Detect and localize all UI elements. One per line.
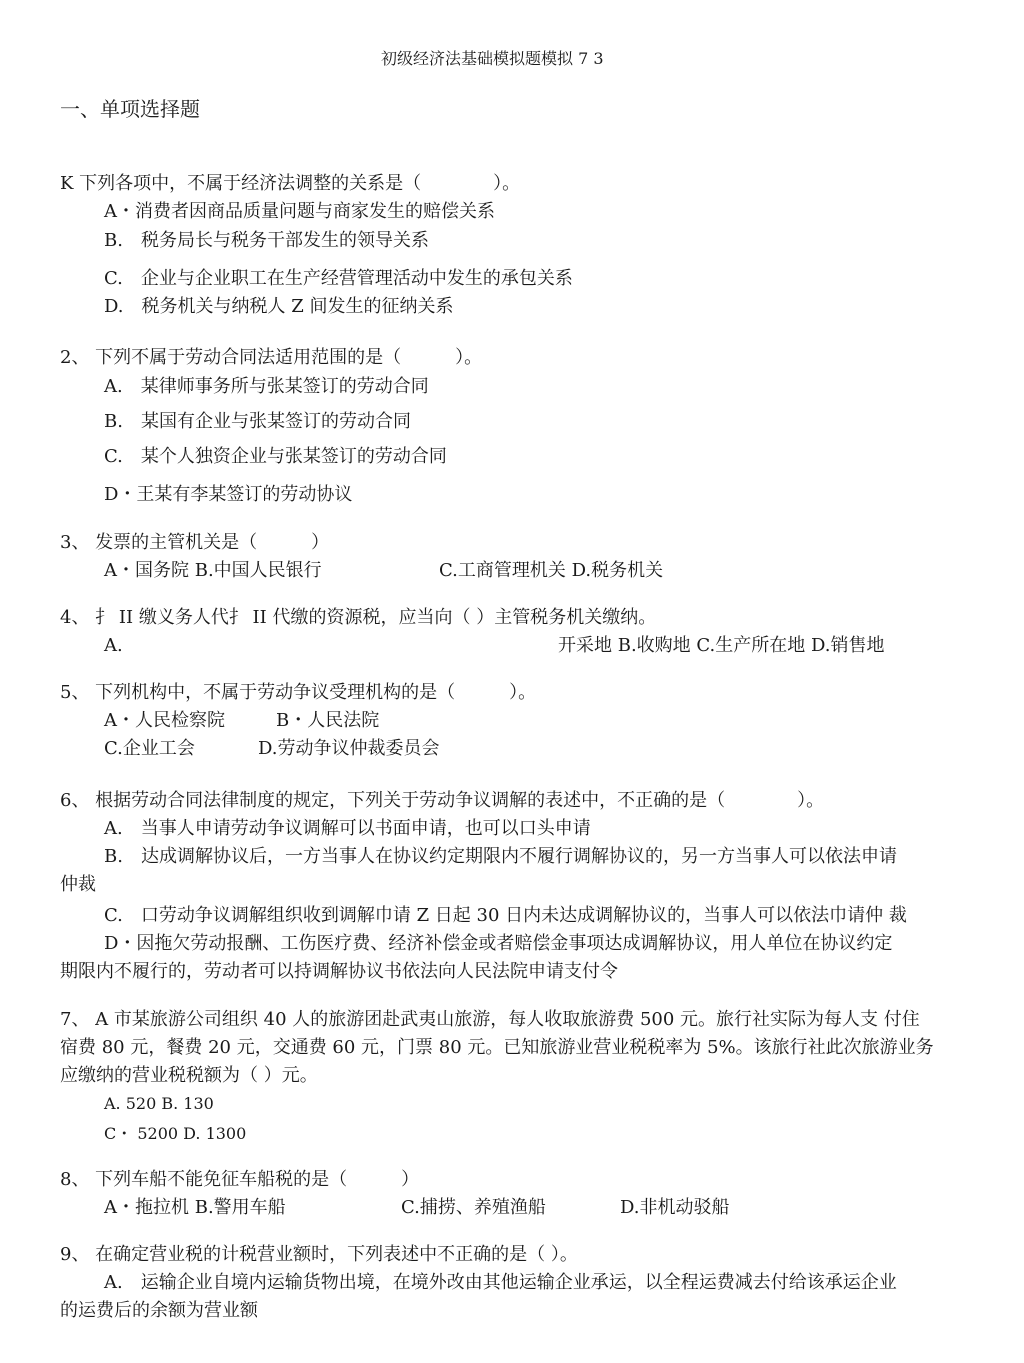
- q6-option-a: A. 当事人申请劳动争议调解可以书面申请，也可以口头申请: [104, 818, 591, 839]
- q6-option-b-line2: 仲裁: [60, 874, 96, 895]
- q8-option-d: D.非机动驳船: [620, 1197, 730, 1218]
- q2-option-d: D・王某有李某签订的劳动协议: [104, 484, 353, 505]
- q5-option-a: A・人民检察院: [104, 710, 225, 731]
- q6-stem: 6、 根据劳动合同法律制度的规定，下列关于劳动争议调解的表述中，不正确的是（ ）。: [60, 790, 825, 811]
- q8-stem: 8、 下列车船不能免征车船税的是（ ）: [60, 1169, 420, 1190]
- q1-option-a: A・消费者因商品质量问题与商家发生的赔偿关系: [104, 201, 495, 222]
- q9-option-a-line2: 的运费后的余额为营业额: [60, 1300, 258, 1321]
- q4-stem: 4、 扌 II 缴义务人代扌 II 代缴的资源税，应当向（ ）主管税务机关缴纳。: [60, 607, 657, 628]
- q2-stem: 2、 下列不属于劳动合同法适用范围的是（ ）。: [60, 347, 483, 368]
- q6-option-d-line2: 期限内不履行的，劳动者可以持调解协议书依法向人民法院申请支付令: [60, 961, 618, 982]
- q6-option-b-line1: B. 达成调解协议后，一方当事人在协议约定期限内不履行调解协议的，另一方当事人可以依法申请: [104, 846, 897, 867]
- q1-option-b: B. 税务局长与税务干部发生的领导关系: [104, 230, 429, 251]
- q6-option-c: C. 口劳动争议调解组织收到调解巾请 Z 日起 30 日内未达成调解协议的，当事人可以依法巾请仲 裁: [104, 905, 907, 926]
- section-heading: 一、单项选择题: [60, 97, 200, 121]
- q4-options-rest: 开采地 B.收购地 C.生产所在地 D.销售地: [558, 635, 885, 656]
- page-title: 初级经济法基础模拟题模拟 7 3: [381, 49, 604, 68]
- q9-stem: 9、 在确定营业税的计税营业额时，下列表述中不正确的是（ ）。: [60, 1244, 578, 1265]
- q1-option-c: C. 企业与企业职工在生产经营管理活动中发生的承包关系: [104, 268, 573, 289]
- q5-option-b: B・人民法院: [276, 710, 380, 731]
- q9-option-a-line1: A. 运输企业自境内运输货物出境，在境外改由其他运输企业承运，以全程运费减去付给该承运企业: [104, 1272, 897, 1293]
- q3-stem: 3、 发票的主管机关是（ ）: [60, 532, 330, 553]
- q7-stem-line2: 宿费 80 元，餐费 20 元，交通费 60 元，门票 80 元。已知旅游业营业税税率为 5%。该旅行社此次旅游业务: [60, 1037, 934, 1058]
- q5-stem: 5、 下列机构中，不属于劳动争议受理机构的是（ ）。: [60, 682, 537, 703]
- q3-options-ab: A・国务院 B.中国人民银行: [104, 560, 322, 581]
- q1-stem: K 下列各项中，不属于经济法调整的关系是（ ）。: [60, 173, 521, 194]
- q8-options-ab: A・拖拉机 B.警用车船: [104, 1197, 286, 1218]
- q2-option-b: B. 某国有企业与张某签订的劳动合同: [104, 411, 411, 432]
- q2-option-a: A. 某律师事务所与张某签订的劳动合同: [104, 376, 429, 397]
- q5-option-d: D.劳动争议仲裁委员会: [258, 738, 440, 759]
- q8-option-c: C.捕捞、养殖渔船: [401, 1197, 546, 1218]
- q1-option-d: D. 税务机关与纳税人 Z 间发生的征纳关系: [104, 296, 454, 317]
- q7-options-cd: C・ 5200 D. 1300: [104, 1124, 247, 1143]
- q2-option-c: C. 某个人独资企业与张某签订的劳动合同: [104, 446, 447, 467]
- q4-option-a: A.: [104, 635, 123, 656]
- q6-option-d-line1: D・因拖欠劳动报酬、工伤医疗费、经济补偿金或者赔偿金事项达成调解协议，用人单位在协议约定: [104, 933, 893, 954]
- q5-option-c: C.企业工会: [104, 738, 195, 759]
- q3-options-cd: C.工商管理机关 D.税务机关: [439, 560, 664, 581]
- q7-stem-line1: 7、 A 市某旅游公司组织 40 人的旅游团赴武夷山旅游，每人收取旅游费 500 元。旅行社实际为每人支 付住: [60, 1009, 920, 1030]
- q7-stem-line3: 应缴纳的营业税税额为（ ）元。: [60, 1065, 318, 1086]
- q7-options-ab: A. 520 B. 130: [104, 1094, 214, 1113]
